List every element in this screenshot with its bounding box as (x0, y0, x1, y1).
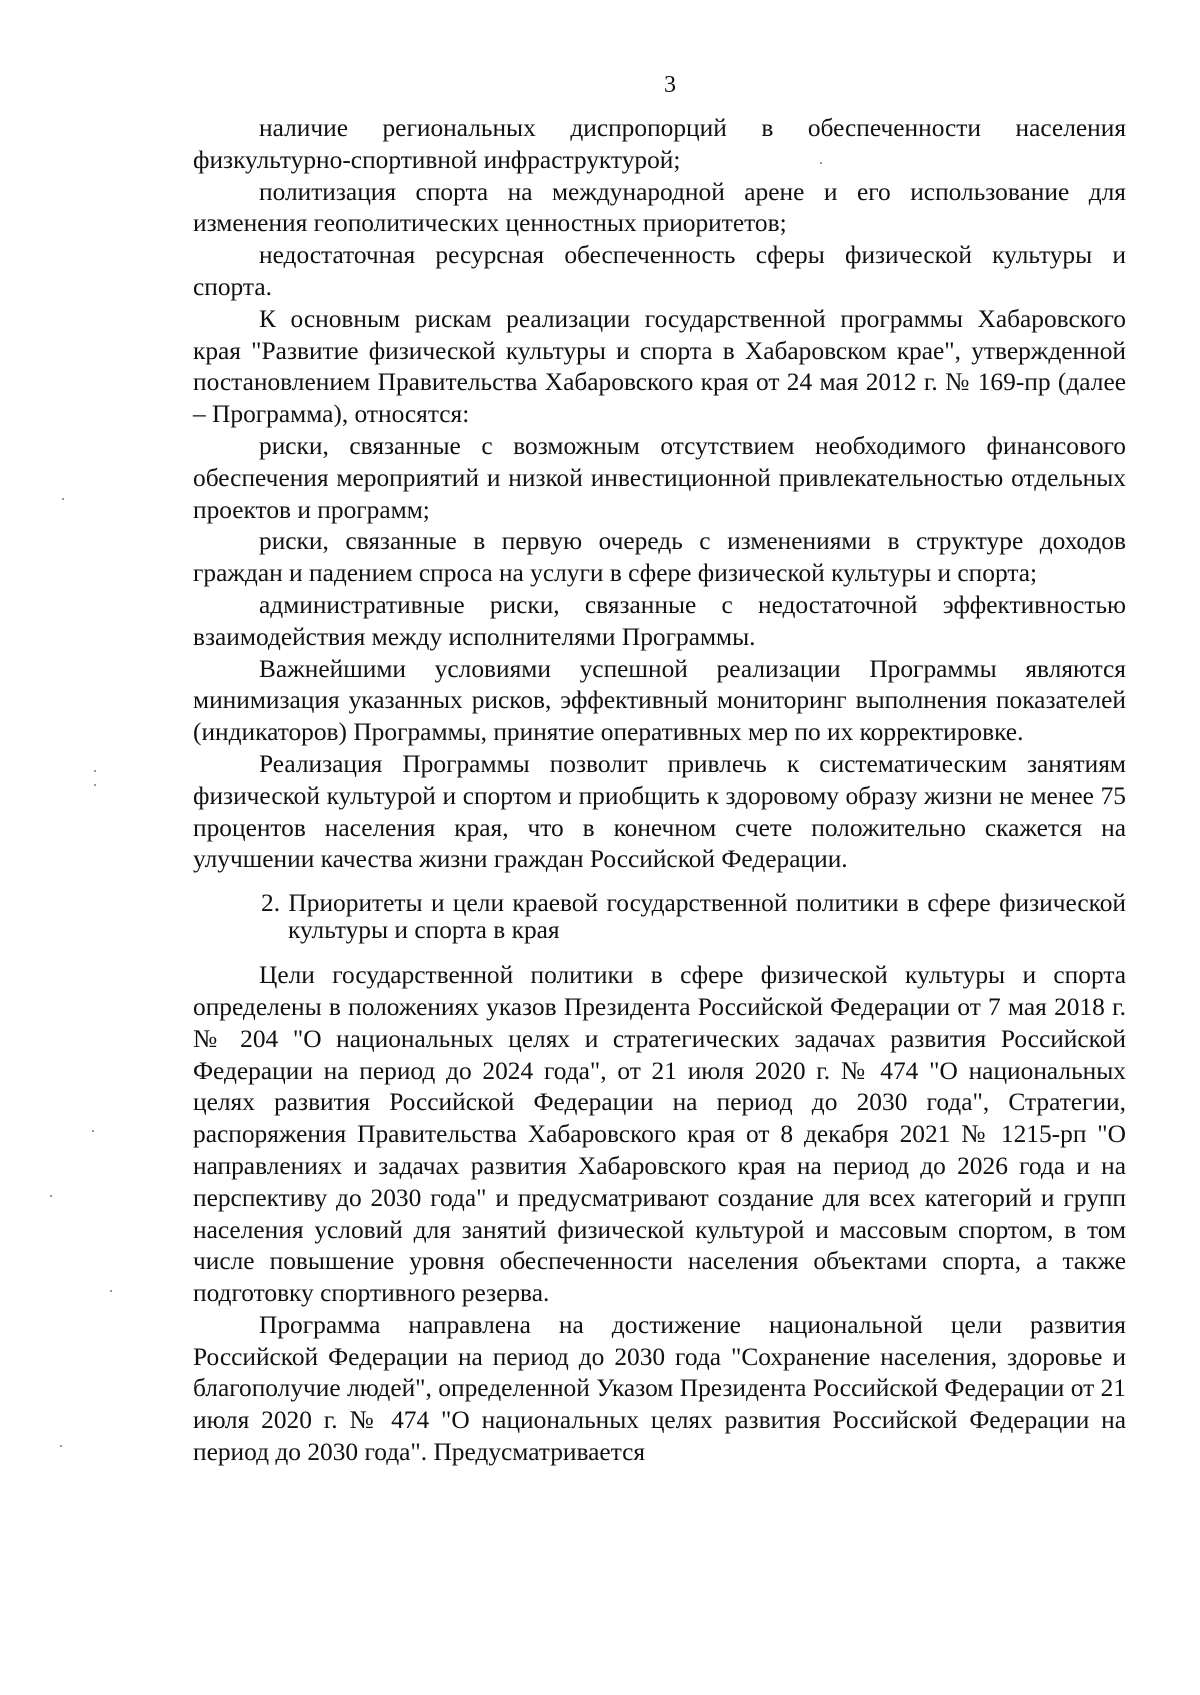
paragraph: наличие региональных диспропорций в обеспеченности населения физкультурно-спортивной инфраструктурой; (193, 114, 1126, 174)
paragraph: административные риски, связанные с недостаточной эффективностью взаимодействия между исполнителями Программы. (193, 590, 1126, 651)
paragraph: Цели государственной политики в сфере физической культуры и спорта определены в положениях указов Президента Российской Федерации от 7 мая 2018 г. № 204 "О национальных целях и стратегических задачах развития Российской Федерации на период до 2024 года", от 21 июля 2020 г. № 474 "О национальных целях развития Российской Федерации на период до 2030 года", Стратегии, распоряжения Правительства Хабаровского края от 8 декабря 2021 № 1215-рп "О направлениях и задачах развития Хабаровского края на период до 2026 года и на перспективу до 2030 года" и предусматривают создание для всех категорий и групп населения условий для занятий физической культурой и массовым спортом, в том числе повышение уровня обеспеченности населения объектами спорта, а также подготовку спортивного резерва. (193, 961, 1126, 1308)
paragraph: К основным рискам реализации государственной программы Хабаровского края "Развитие физической культуры и спорта в Хабаровском крае", утвержденной постановлением Правительства Хабаровского края от 24 мая 2012 г. № 169-пр (далее – Программа), относятся: (193, 304, 1126, 429)
paragraph: Реализация Программы позволит привлечь к систематическим занятиям физической культурой и спортом и приобщить к здоровому образу жизни не менее 75 процентов населения края, что в конечном счете положительно скажется на улучшении качества жизни граждан Российской Федерации. (193, 749, 1126, 874)
section-heading: 2. Приоритеты и цели краевой государственной политики в сфере физической культуры и спорта в края (261, 889, 1126, 945)
scan-speck (820, 162, 822, 164)
scan-speck (50, 1195, 52, 1197)
paragraph: Программа направлена на достижение национальной цели развития Российской Федерации на период до 2030 года "Сохранение населения, здоровье и благополучие людей", определенной Указом Президента Российской Федерации от 21 июля 2020 г. № 474 "О национальных целях развития Российской Федерации на период до 2030 года". Предусматривается (193, 1310, 1126, 1467)
scan-speck (94, 784, 96, 786)
paragraph: Важнейшими условиями успешной реализации Программы являются минимизация указанных рисков, эффективный мониторинг выполнения показателей (индикаторов) Программы, принятие оперативных мер по их корректировке. (193, 654, 1126, 747)
document-body (193, 113, 1126, 1469)
paragraph: недостаточная ресурсная обеспеченность сферы физической культуры и спорта. (193, 241, 1126, 301)
scan-speck (60, 1445, 62, 1447)
paragraph: риски, связанные с возможным отсутствием необходимого финансового обеспечения мероприятий и низкой инвестиционной привлекательностью отдельных проектов и программ; (193, 431, 1126, 524)
scan-speck (92, 1130, 94, 1132)
paragraph: риски, связанные в первую очередь с изменениями в структуре доходов граждан и падением спроса на услуги в сфере физической культуры и спорта; (193, 527, 1126, 588)
page-number: 3 (664, 72, 676, 98)
paragraph: политизация спорта на международной арене и его использование для изменения геополитических ценностных приоритетов; (193, 177, 1126, 238)
scan-speck (110, 1290, 112, 1292)
scan-speck (62, 498, 64, 500)
scan-speck (94, 770, 96, 772)
